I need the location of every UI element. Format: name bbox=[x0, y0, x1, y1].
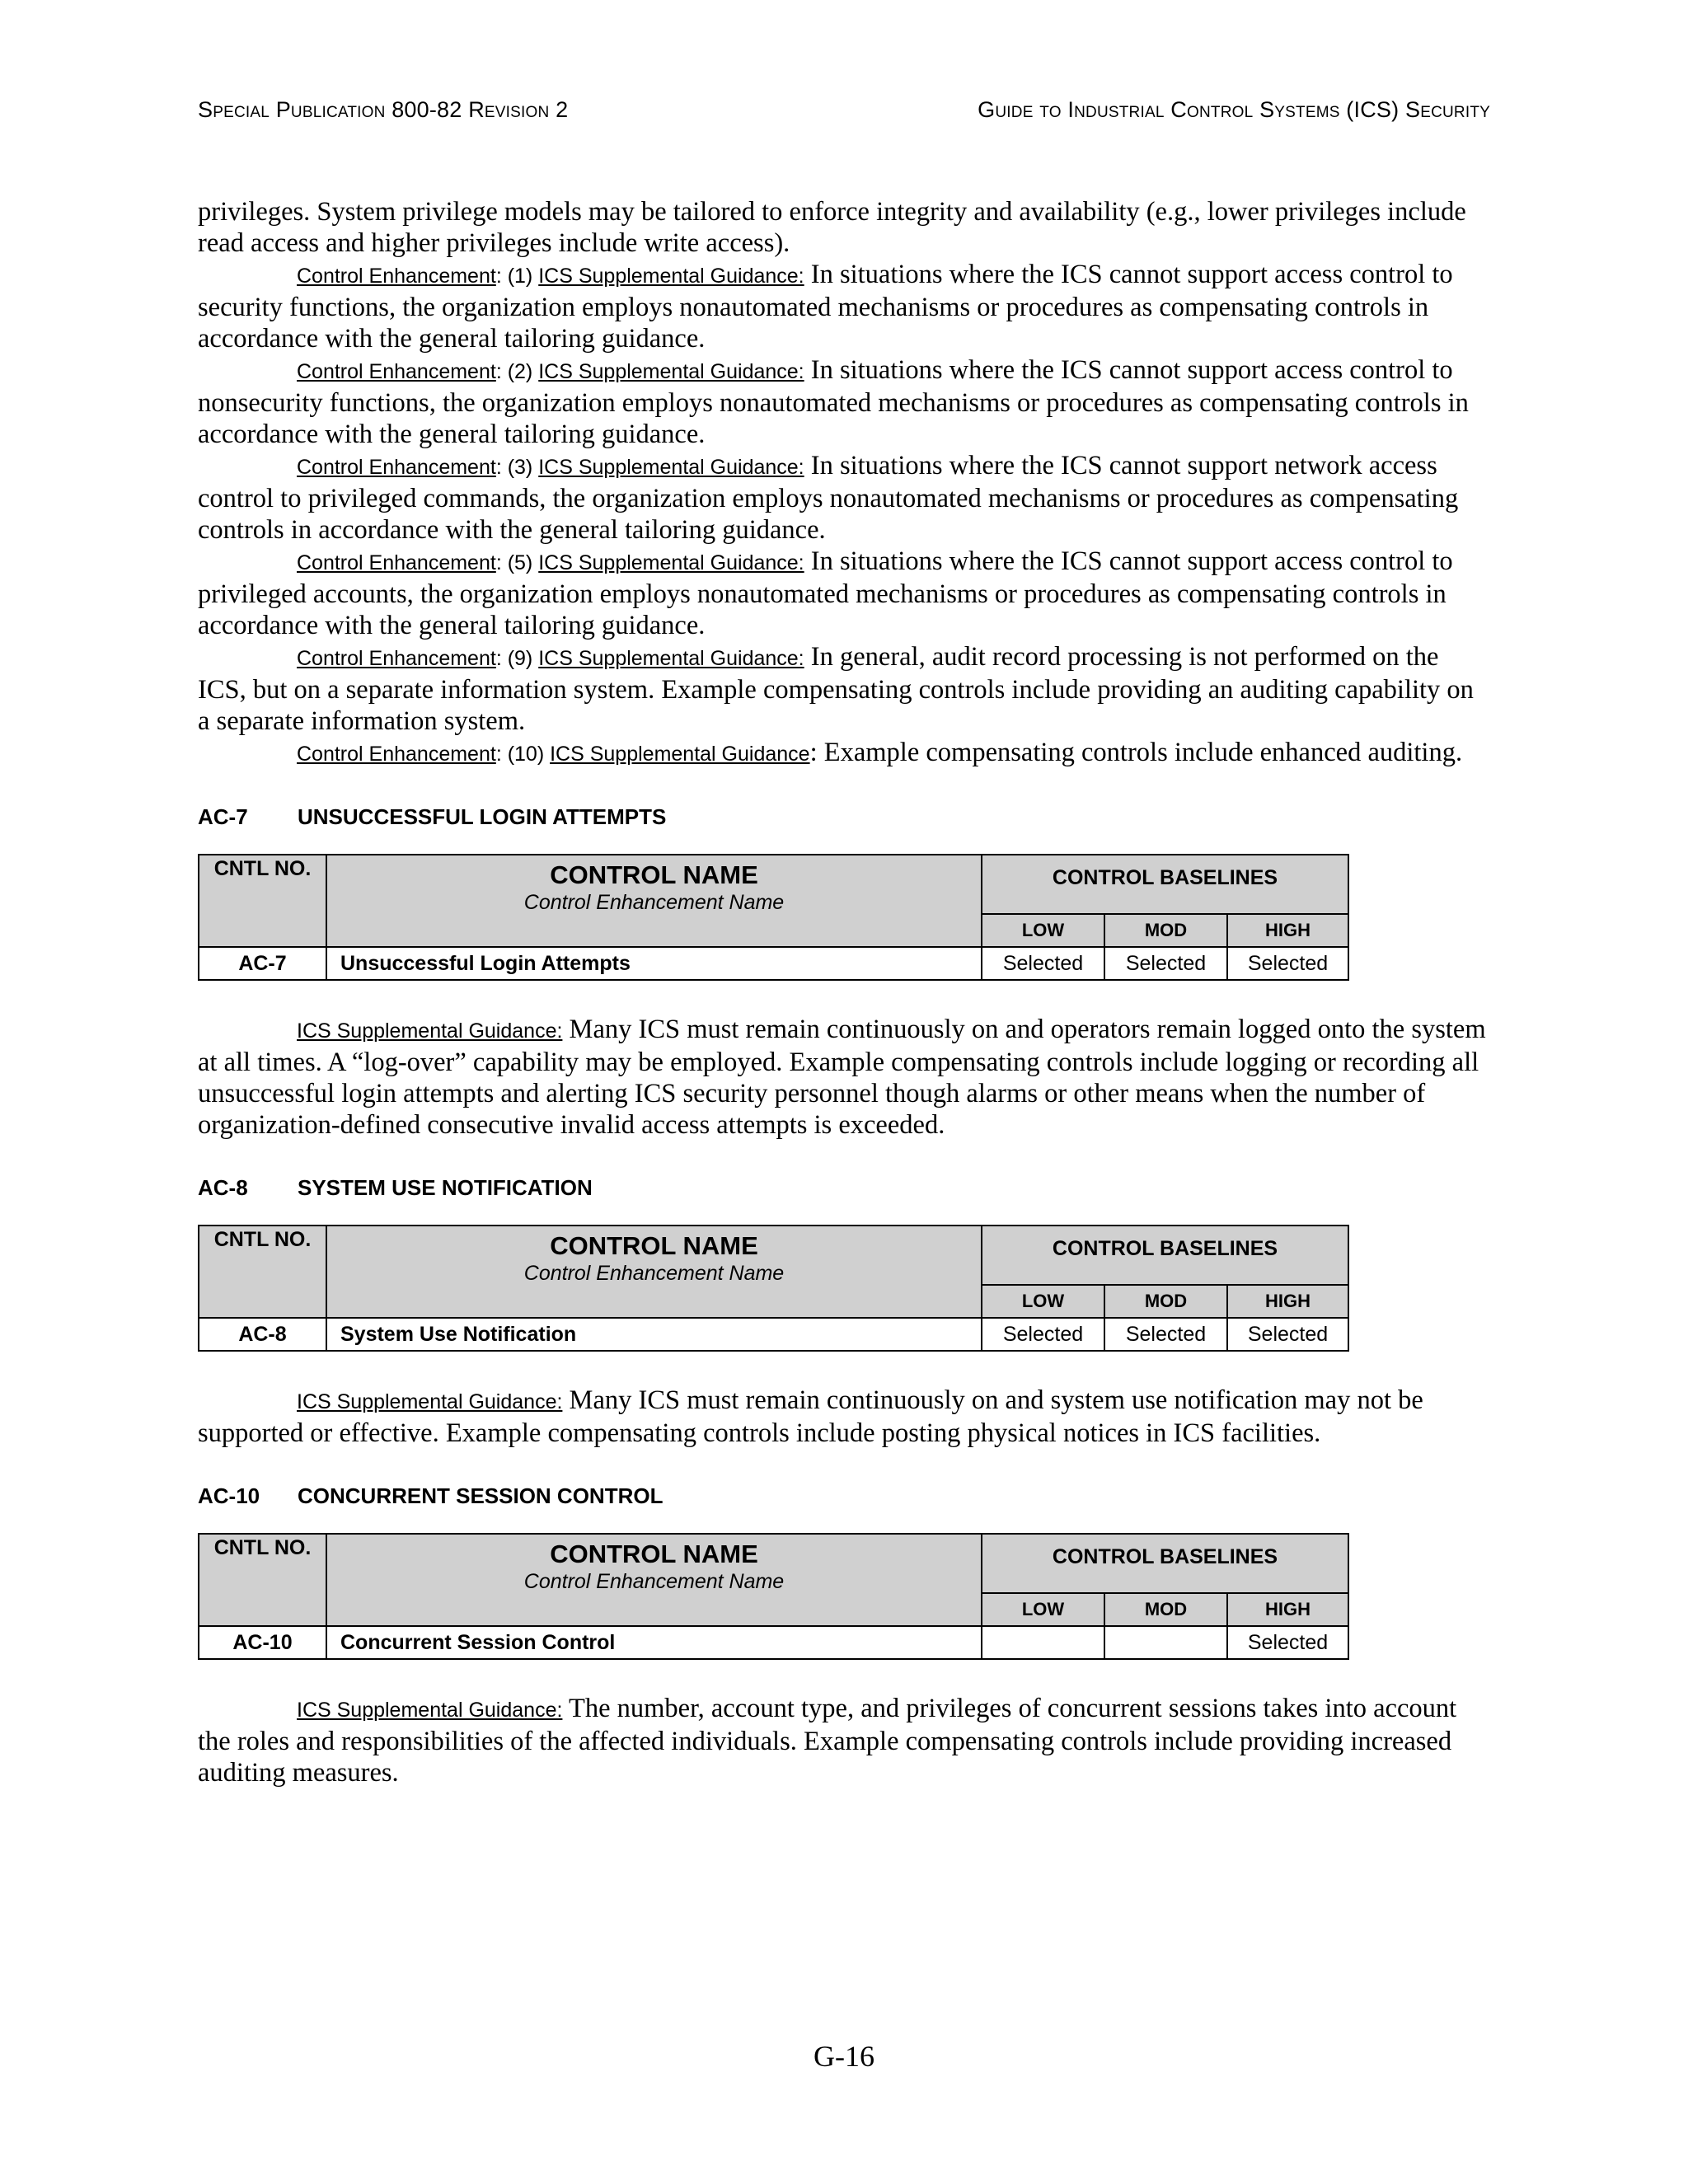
enhancement-number: : (10) bbox=[495, 743, 551, 766]
enhancement-paragraph bbox=[198, 450, 1488, 546]
mod-value: Selected bbox=[1104, 1318, 1227, 1351]
low-header: LOW bbox=[982, 1593, 1104, 1626]
section-code: AC-10 bbox=[198, 1483, 260, 1508]
enhancement-paragraph bbox=[198, 354, 1488, 450]
control-baselines-header: CONTROL BASELINES bbox=[982, 855, 1348, 914]
table-row bbox=[199, 947, 1348, 980]
guidance-label: ICS Supplemental Guidance: bbox=[538, 265, 804, 288]
high-header: HIGH bbox=[1227, 914, 1348, 947]
guidance-paragraph bbox=[198, 1693, 1488, 1788]
high-value: Selected bbox=[1227, 1626, 1348, 1659]
cntl-no-header: CNTL NO. bbox=[199, 1534, 326, 1626]
cntl-no-header: CNTL NO. bbox=[199, 1226, 326, 1318]
enhancement-paragraph bbox=[198, 737, 1488, 770]
control-enhancement-label: Control Enhancement bbox=[297, 265, 496, 288]
guidance-label: ICS Supplemental Guidance: bbox=[538, 647, 804, 670]
header-right: Guide to Industrial Control Systems (ICS) Security bbox=[978, 97, 1490, 122]
control-name-title: CONTROL NAME bbox=[550, 1540, 758, 1568]
section-title: CONCURRENT SESSION CONTROL bbox=[298, 1483, 663, 1508]
control-enhancement-label: Control Enhancement bbox=[297, 360, 496, 383]
header-left: Special Publication 800-82 Revision 2 bbox=[198, 97, 569, 122]
mod-value bbox=[1104, 1626, 1227, 1659]
section-heading-ac-8 bbox=[198, 1175, 1488, 1200]
guidance-label: ICS Supplemental Guidance: bbox=[297, 1019, 563, 1043]
intro-paragraph: privileges. System privilege models may be tailored to enforce integrity and availability (e.g., lower privileges include read access and higher privileges include write access). bbox=[198, 197, 1466, 258]
section-heading-ac-7 bbox=[198, 804, 1488, 829]
control-name-title: CONTROL NAME bbox=[550, 1231, 758, 1260]
control-baselines-header: CONTROL BASELINES bbox=[982, 1534, 1348, 1593]
enhancement-text: In general, audit record processing is not performed on the ICS, but on a separate information system. Example compensating controls include providing an auditing capability on a separate information system. bbox=[198, 642, 1474, 736]
enhancement-paragraph bbox=[198, 546, 1488, 641]
control-name: System Use Notification bbox=[326, 1318, 982, 1351]
control-name-header bbox=[326, 1226, 982, 1318]
section-title: UNSUCCESSFUL LOGIN ATTEMPTS bbox=[298, 804, 667, 829]
high-value: Selected bbox=[1227, 947, 1348, 980]
control-name-header bbox=[326, 1534, 982, 1626]
high-header: HIGH bbox=[1227, 1593, 1348, 1626]
page-number: G-16 bbox=[814, 2040, 874, 2073]
enhancement-text: In situations where the ICS cannot support network access control to privileged commands, the organization employs nonautomated mechanisms or procedures as compensating controls in accordance with the general tailoring guidance. bbox=[198, 451, 1459, 545]
control-enhancement-name: Control Enhancement Name bbox=[523, 1570, 785, 1593]
control-name-header bbox=[326, 855, 982, 947]
guidance-text: Many ICS must remain continuously on and operators remain logged onto the system at all times. A “log-over” capability may be employed. Example compensating controls include logging or recording all unsuccessful login attempts and alerting ICS security personnel though alarms or other means when the number of organization-defined consecutive invalid access attempts is exceeded. bbox=[198, 1015, 1486, 1140]
control-id: AC-8 bbox=[199, 1318, 326, 1351]
high-header: HIGH bbox=[1227, 1285, 1348, 1318]
guidance-text: The number, account type, and privileges of concurrent sessions takes into account the roles and responsibilities of the affected individuals. Example compensating controls include providing increased auditing measures. bbox=[198, 1694, 1457, 1788]
control-baselines-header: CONTROL BASELINES bbox=[982, 1226, 1348, 1285]
low-value: Selected bbox=[982, 1318, 1104, 1351]
table-row bbox=[199, 1626, 1348, 1659]
mod-value: Selected bbox=[1104, 947, 1227, 980]
control-enhancement-label: Control Enhancement bbox=[297, 456, 496, 479]
enhancement-number: : (2) bbox=[495, 360, 539, 383]
enhancement-text: : Example compensating controls include enhanced auditing. bbox=[809, 738, 1463, 767]
enhancement-paragraph bbox=[198, 641, 1488, 737]
control-table-ac-8 bbox=[198, 1225, 1349, 1352]
enhancement-text: In situations where the ICS cannot support access control to nonsecurity functions, the organization employs nonautomated mechanisms or procedures as compensating controls in accordance with the general tailoring guidance. bbox=[198, 355, 1469, 449]
low-header: LOW bbox=[982, 1285, 1104, 1318]
page-body bbox=[198, 196, 1488, 1788]
control-table-ac-7 bbox=[198, 854, 1349, 981]
guidance-paragraph bbox=[198, 1014, 1488, 1141]
section-code: AC-7 bbox=[198, 804, 248, 829]
low-header: LOW bbox=[982, 914, 1104, 947]
guidance-text: Many ICS must remain continuously on and system use notification may not be supported or effective. Example compensating controls include posting physical notices in ICS facilities. bbox=[198, 1385, 1423, 1448]
control-name-title: CONTROL NAME bbox=[550, 860, 758, 889]
guidance-label: ICS Supplemental Guidance bbox=[550, 743, 810, 766]
enhancement-number: : (1) bbox=[495, 265, 539, 288]
section-code: AC-8 bbox=[198, 1175, 248, 1200]
low-value: Selected bbox=[982, 947, 1104, 980]
high-value: Selected bbox=[1227, 1318, 1348, 1351]
enhancement-number: : (3) bbox=[495, 456, 539, 479]
enhancement-paragraph bbox=[198, 259, 1488, 354]
control-enhancement-label: Control Enhancement bbox=[297, 647, 496, 670]
guidance-label: ICS Supplemental Guidance: bbox=[538, 456, 804, 479]
control-id: AC-10 bbox=[199, 1626, 326, 1659]
enhancement-number: : (9) bbox=[495, 647, 539, 670]
control-enhancement-name: Control Enhancement Name bbox=[523, 891, 785, 914]
guidance-label: ICS Supplemental Guidance: bbox=[297, 1699, 563, 1722]
guidance-paragraph bbox=[198, 1385, 1488, 1449]
section-heading-ac-10 bbox=[198, 1483, 1488, 1508]
enhancement-text: In situations where the ICS cannot support access control to privileged accounts, the organization employs nonautomated mechanisms or procedures as compensating controls in accordance with the general tailoring guidance. bbox=[198, 546, 1453, 640]
low-value bbox=[982, 1626, 1104, 1659]
mod-header: MOD bbox=[1104, 914, 1227, 947]
guidance-label: ICS Supplemental Guidance: bbox=[538, 360, 804, 383]
section-title: SYSTEM USE NOTIFICATION bbox=[298, 1175, 593, 1200]
cntl-no-header: CNTL NO. bbox=[199, 855, 326, 947]
enhancement-number: : (5) bbox=[495, 551, 539, 574]
control-table-ac-10 bbox=[198, 1533, 1349, 1660]
control-enhancement-label: Control Enhancement bbox=[297, 743, 496, 766]
guidance-label: ICS Supplemental Guidance: bbox=[538, 551, 804, 574]
table-row bbox=[199, 1318, 1348, 1351]
mod-header: MOD bbox=[1104, 1285, 1227, 1318]
mod-header: MOD bbox=[1104, 1593, 1227, 1626]
enhancement-text: In situations where the ICS cannot support access control to security functions, the organization employs nonautomated mechanisms or procedures as compensating controls in accordance with the general tailoring guidance. bbox=[198, 260, 1453, 354]
control-enhancement-label: Control Enhancement bbox=[297, 551, 496, 574]
control-name: Unsuccessful Login Attempts bbox=[326, 947, 982, 980]
control-name: Concurrent Session Control bbox=[326, 1626, 982, 1659]
guidance-label: ICS Supplemental Guidance: bbox=[297, 1390, 563, 1413]
control-enhancement-name: Control Enhancement Name bbox=[523, 1262, 785, 1285]
control-id: AC-7 bbox=[199, 947, 326, 980]
